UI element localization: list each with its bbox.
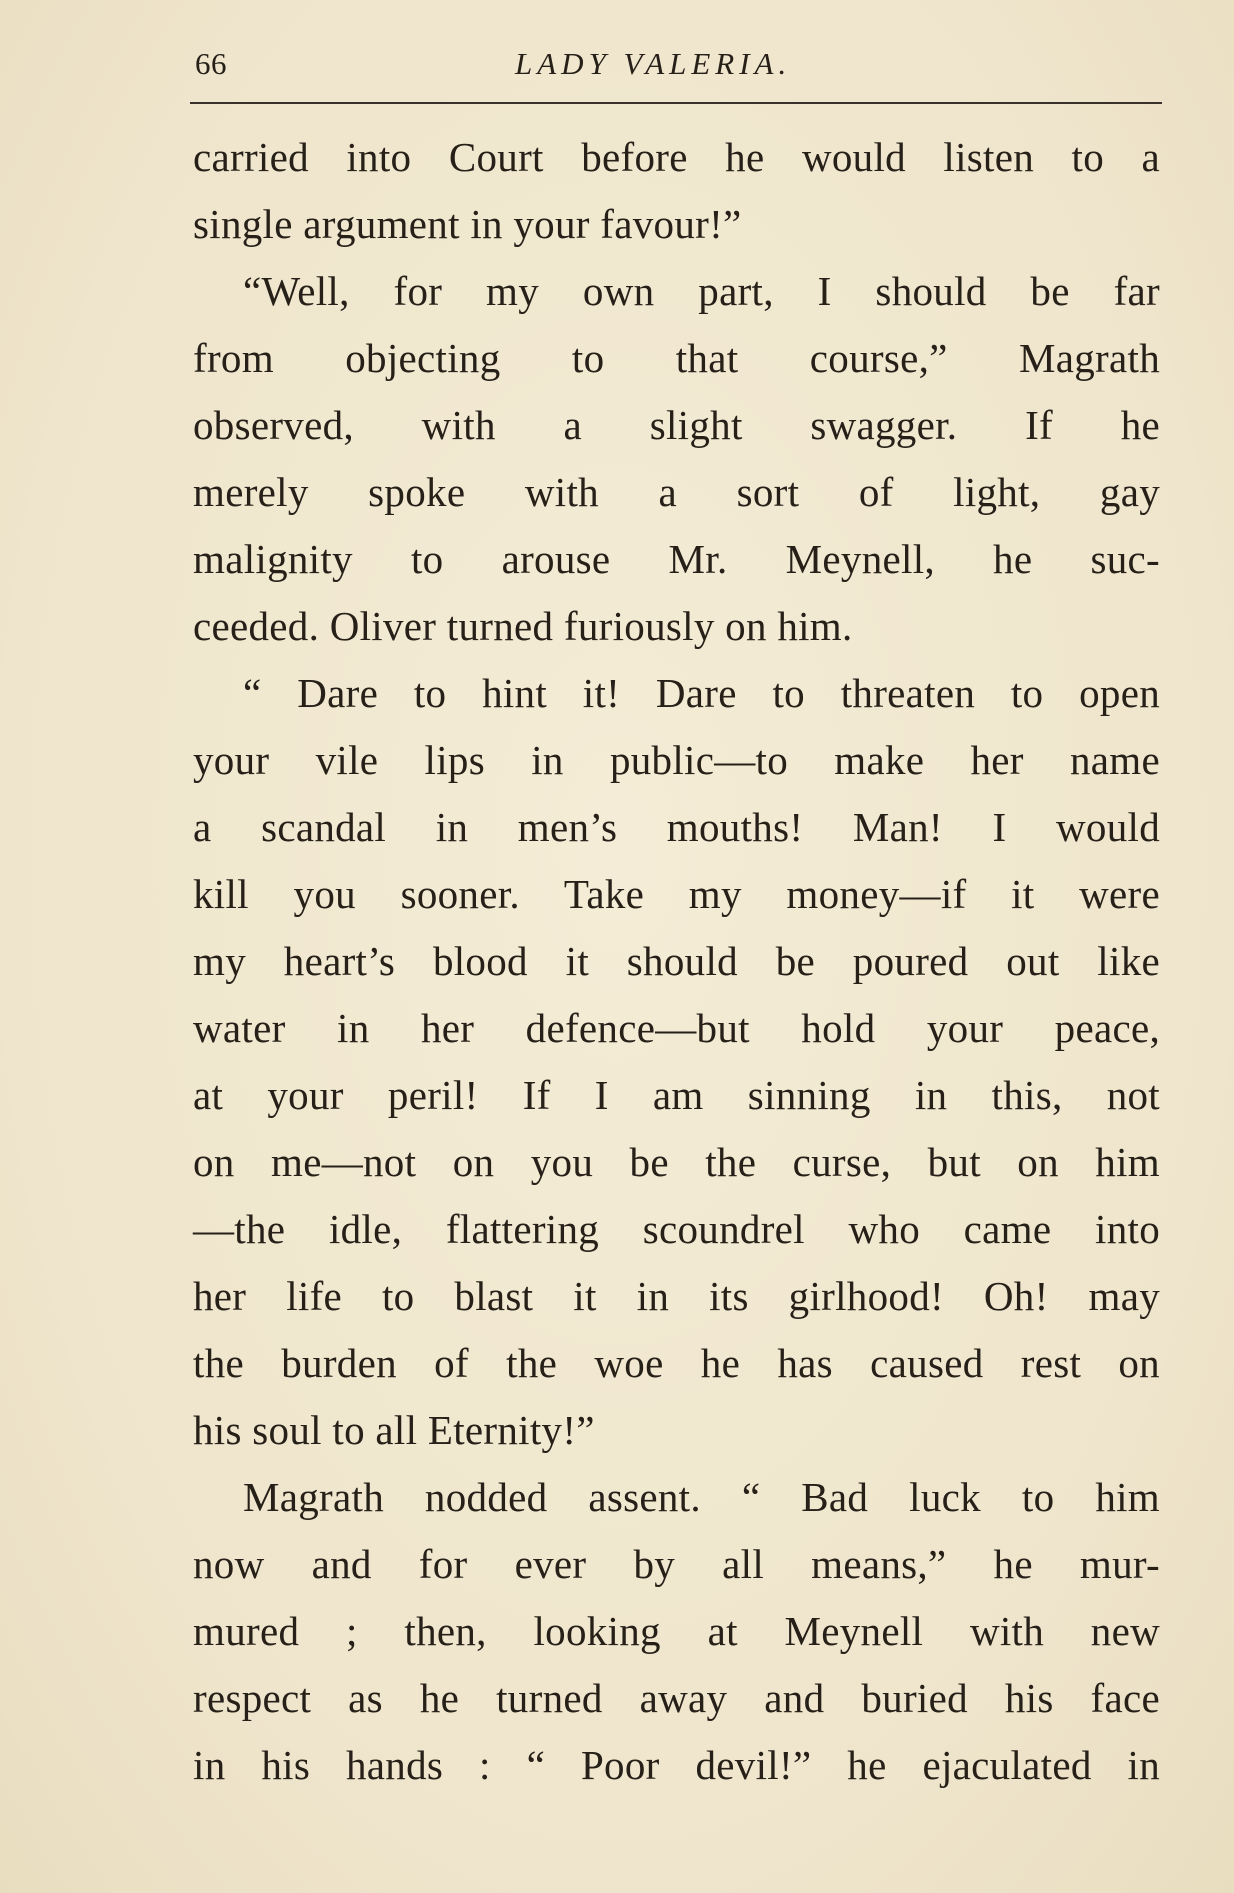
text-line: single argument in your favour!”: [193, 201, 742, 247]
text-line: her life to blast it in its girlhood! Oh! may: [193, 1273, 1160, 1319]
text-line: in his hands : “ Poor devil!” he ejaculated in: [193, 1742, 1160, 1788]
text-line: kill you sooner. Take my money—if it were: [193, 871, 1160, 917]
text-line: respect as he turned away and buried his face: [193, 1675, 1160, 1721]
text-line: “ Dare to hint it! Dare to threaten to open: [243, 670, 1160, 716]
text-line: the burden of the woe he has caused rest on: [193, 1340, 1160, 1386]
text-line: “Well, for my own part, I should be far: [243, 268, 1160, 314]
text-line: Magrath nodded assent. “ Bad luck to him: [243, 1474, 1160, 1520]
text-line: mured ; then, looking at Meynell with new: [193, 1608, 1160, 1654]
text-line: carried into Court before he would listen to a: [193, 134, 1160, 180]
text-line: his soul to all Eternity!”: [193, 1407, 595, 1453]
page-header: [195, 44, 1160, 100]
page-number: 66: [195, 46, 227, 81]
body-text: [193, 124, 1160, 1799]
text-line: water in her defence—but hold your peace,: [193, 1005, 1160, 1051]
running-title: LADY VALERIA.: [515, 46, 792, 81]
text-line: ceeded. Oliver turned furiously on him.: [193, 603, 853, 649]
text-line: on me—not on you be the curse, but on him: [193, 1139, 1160, 1185]
text-line: my heart’s blood it should be poured out like: [193, 938, 1160, 984]
text-line: a scandal in men’s mouths! Man! I would: [193, 804, 1160, 850]
text-line: your vile lips in public—to make her name: [193, 737, 1160, 783]
text-line: merely spoke with a sort of light, gay: [193, 469, 1160, 515]
text-line: malignity to arouse Mr. Meynell, he suc-: [193, 536, 1160, 582]
text-line: —the idle, flattering scoundrel who came into: [193, 1206, 1160, 1252]
text-line: at your peril! If I am sinning in this, not: [193, 1072, 1160, 1118]
text-line: now and for ever by all means,” he mur-: [193, 1541, 1160, 1587]
text-line: from objecting to that course,” Magrath: [193, 335, 1160, 381]
header-rule: [190, 102, 1162, 104]
text-line: observed, with a slight swagger. If he: [193, 402, 1160, 448]
